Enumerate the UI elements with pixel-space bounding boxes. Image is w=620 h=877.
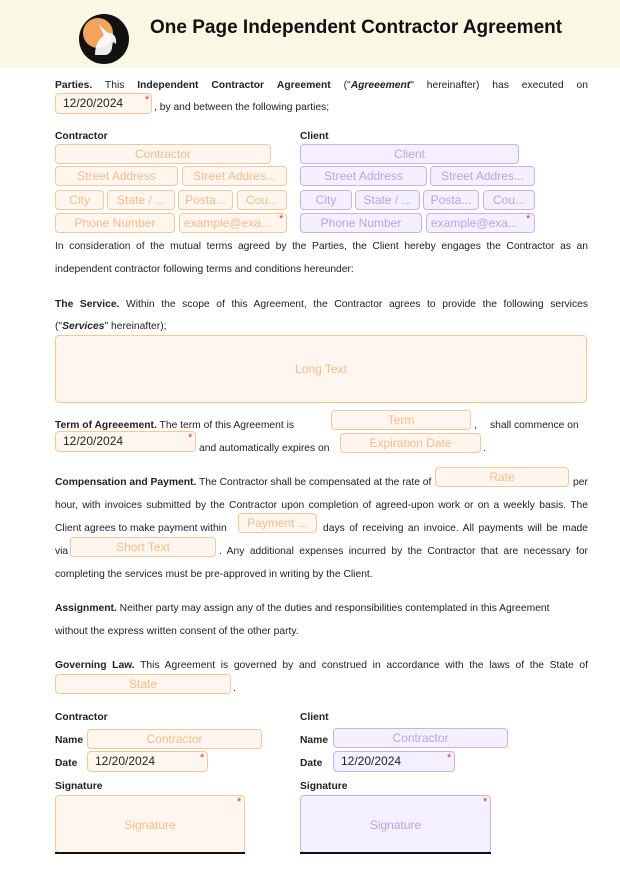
- client-signature-pad[interactable]: Signature: [300, 795, 491, 853]
- agreement-term: ("Agreeement": [343, 80, 414, 91]
- contractor-postal-field[interactable]: Posta...: [178, 190, 233, 210]
- sig-client-signature-label: Signature: [300, 781, 348, 792]
- page-title: One Page Independent Contractor Agreement: [150, 17, 563, 38]
- governing-text: This Agreement is governed by and construed in accordance with the laws of the State of: [140, 660, 588, 671]
- contractor-email-field[interactable]: example@exa...: [179, 213, 287, 233]
- client-street-field[interactable]: Street Address: [300, 166, 427, 186]
- contractor-country-field[interactable]: Cou...: [237, 190, 287, 210]
- client-street2-field[interactable]: Street Addres...: [430, 166, 535, 186]
- sig-contractor-name-field[interactable]: Contractor: [87, 729, 262, 749]
- governing-state-field[interactable]: State: [55, 674, 231, 694]
- term-expires-text: and automatically expires on: [199, 443, 330, 454]
- client-phone-field[interactable]: Phone Number: [300, 213, 422, 233]
- sig-client-date-label: Date: [300, 758, 323, 769]
- client-postal-field[interactable]: Posta...: [423, 190, 479, 210]
- governing-label: Governing Law.: [55, 660, 135, 671]
- assignment-label: Assignment.: [55, 603, 117, 614]
- parties-word: hereinafter): [426, 80, 480, 91]
- term-label: Term of Agreeement.: [55, 420, 157, 431]
- parties-label: Parties.: [55, 80, 93, 91]
- services-long-text-field[interactable]: Long Text: [55, 335, 587, 403]
- assignment-line1: [55, 602, 550, 616]
- client-signature-line: [300, 852, 491, 854]
- term-commence: shall commence on: [490, 420, 579, 431]
- parties-word: Independent: [137, 80, 199, 91]
- required-mark: *: [188, 432, 193, 444]
- consideration-line2: independent contractor following terms and conditions hereunder:: [55, 264, 354, 275]
- compensation-via: via: [55, 546, 69, 557]
- sig-contractor-heading: Contractor: [55, 712, 108, 723]
- client-email-field[interactable]: example@exa...: [426, 213, 535, 233]
- client-country-field[interactable]: Cou...: [483, 190, 535, 210]
- required-mark: *: [145, 94, 150, 106]
- governing-period: .: [233, 683, 236, 694]
- compensation-line1: [55, 476, 431, 490]
- parties-word: Contractor: [211, 80, 265, 91]
- governing-line1: [55, 659, 588, 673]
- service-line2: ("Services" hereinafter);: [55, 321, 167, 332]
- sig-contractor-signature-label: Signature: [55, 781, 103, 792]
- service-label: The Service.: [55, 299, 120, 310]
- parties-tail: , by and between the following parties;: [154, 102, 330, 113]
- compensation-label: Compensation and Payment.: [55, 477, 197, 488]
- rate-field[interactable]: Rate: [435, 467, 569, 487]
- client-city-field[interactable]: City: [300, 190, 352, 210]
- compensation-text: The Contractor shall be compensated at the rate of: [199, 477, 432, 488]
- parties-word: Agreement: [276, 80, 331, 91]
- client-heading: Client: [300, 131, 329, 142]
- contractor-signature-line: [55, 852, 245, 854]
- required-mark: *: [526, 213, 531, 225]
- contractor-heading: Contractor: [55, 131, 108, 142]
- expiration-date-field[interactable]: Expiration Date: [340, 433, 481, 453]
- page-header: [0, 0, 620, 68]
- service-text: Within the scope of this Agreement, the Contractor agrees to provide the following services: [126, 299, 588, 310]
- consideration-line1: In consideration of the mutual terms agreed by the Parties, the Client hereby engages the Contractor as an: [55, 241, 588, 252]
- compensation-line4b: . Any additional expenses incurred by the Contractor that are necessary for: [219, 546, 588, 557]
- sig-client-name-field[interactable]: Contractor: [333, 728, 508, 748]
- execution-date-field[interactable]: 12/20/2024: [55, 93, 152, 114]
- contractor-signature-pad[interactable]: Signature: [55, 795, 245, 853]
- term-text: The term of this Agreement is: [159, 420, 295, 431]
- assignment-text: Neither party may assign any of the duties and responsibilities contemplated in this Agreement: [119, 603, 550, 614]
- required-mark: *: [237, 796, 242, 808]
- term-comma: ,: [474, 420, 477, 431]
- compensation-line5: completing the services must be pre-approved in writing by the Client.: [55, 569, 373, 580]
- sig-client-name-label: Name: [300, 735, 329, 746]
- client-state-field[interactable]: State / ...: [355, 190, 420, 210]
- client-name-field[interactable]: Client: [300, 144, 519, 164]
- required-mark: *: [447, 752, 452, 764]
- compensation-line3a: Client agrees to make payment within: [55, 523, 227, 534]
- contractor-street-field[interactable]: Street Address: [55, 166, 178, 186]
- required-mark: *: [483, 796, 488, 808]
- sig-contractor-date-field[interactable]: 12/20/2024: [87, 751, 208, 772]
- parties-word: on: [576, 80, 588, 91]
- payment-days-field[interactable]: Payment ...: [238, 513, 317, 533]
- sig-client-heading: Client: [300, 712, 329, 723]
- term-field[interactable]: Term: [331, 410, 471, 430]
- term-period: .: [483, 443, 486, 454]
- required-mark: *: [279, 213, 284, 225]
- parties-word: executed: [521, 80, 564, 91]
- parties-word: This: [104, 80, 125, 91]
- parties-line: [55, 79, 588, 93]
- parties-word: has: [492, 80, 509, 91]
- compensation-line2: hour, with invoices submitted by the Contractor upon completion of agreed-upon work or on a weekly basis. The: [55, 500, 588, 511]
- contractor-name-field[interactable]: Contractor: [55, 144, 271, 164]
- sig-contractor-date-label: Date: [55, 758, 78, 769]
- compensation-per: per: [573, 477, 588, 488]
- commence-date-field[interactable]: 12/20/2024: [55, 431, 196, 452]
- required-mark: *: [200, 752, 205, 764]
- compensation-line3b: days of receiving an invoice. All payments will be made: [323, 523, 588, 534]
- contractor-phone-field[interactable]: Phone Number: [55, 213, 175, 233]
- sig-contractor-name-label: Name: [55, 735, 84, 746]
- contractor-street2-field[interactable]: Street Addres...: [182, 166, 287, 186]
- sig-client-date-field[interactable]: 12/20/2024: [333, 751, 455, 772]
- unicorn-logo-icon: [79, 14, 129, 64]
- assignment-line2: without the express written consent of the other party.: [55, 626, 299, 637]
- contractor-city-field[interactable]: City: [55, 190, 104, 210]
- service-line1: [55, 298, 588, 312]
- contractor-state-field[interactable]: State / ...: [107, 190, 175, 210]
- payment-method-field[interactable]: Short Text: [70, 537, 216, 557]
